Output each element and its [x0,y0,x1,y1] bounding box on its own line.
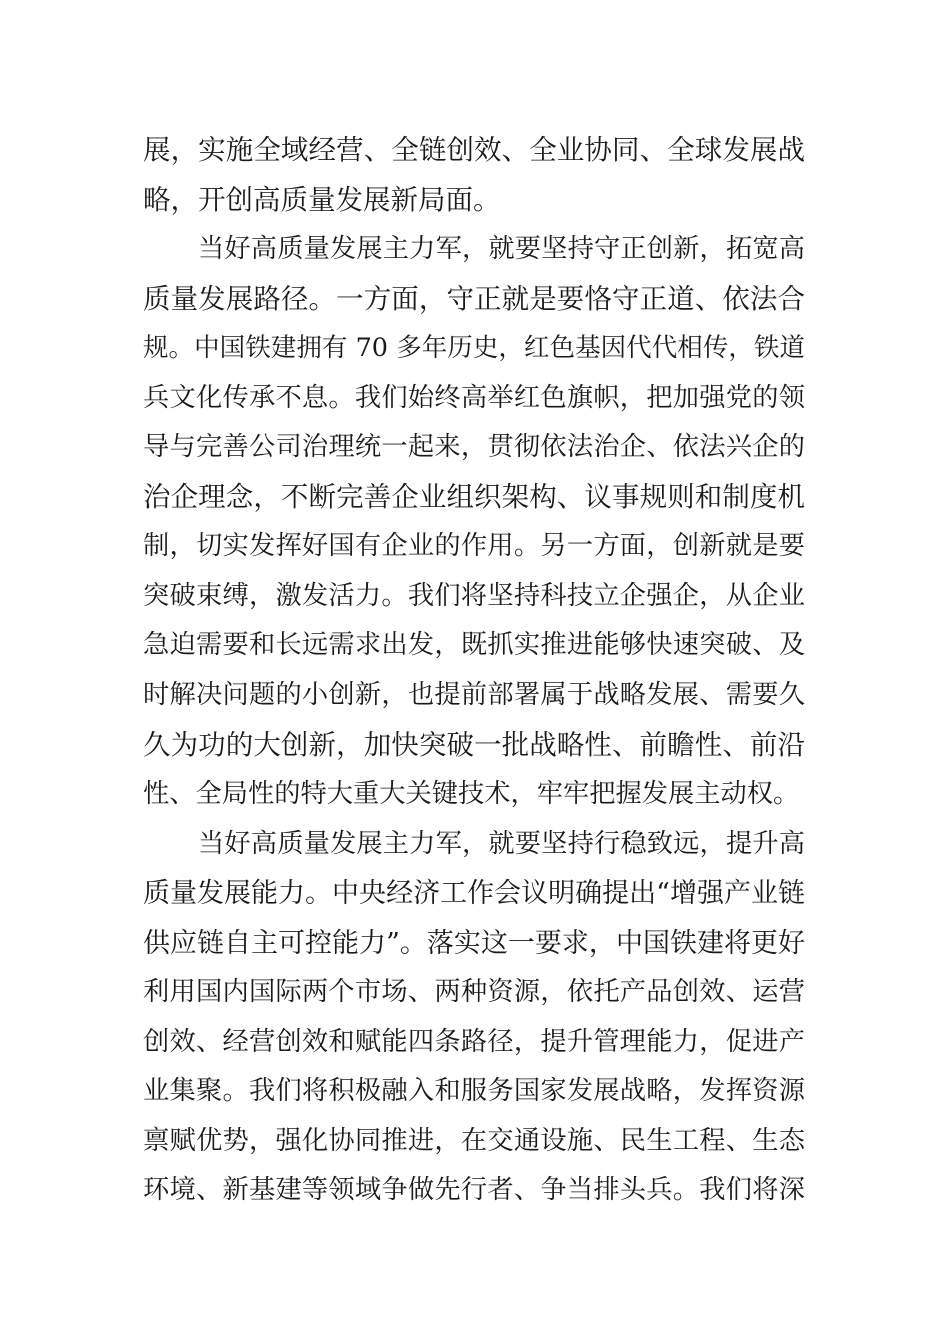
text-line: 久为功的大创新，加快突破一批战略性、前瞻性、前沿 [143,728,805,761]
text-line: 质量发展路径。一方面，守正就是要恪守正道、依法合 [143,282,805,315]
text-line: 供应链自主可控能力”。落实这一要求，中国铁建将更好 [143,927,805,959]
text-line: 创效、经营创效和赋能四条路径，提升管理能力，促进产 [143,1026,805,1057]
text-line: 略，开创高质量发展新局面。 [143,183,501,216]
text-line: 展，实施全域经营、全链创效、全业协同、全球发展战 [143,134,805,166]
text-line: 利用国内国际两个市场、两种资源，依托产品创效、运营 [143,977,805,1008]
text-line: 规。中国铁建拥有 70 多年历史，红色基因代代相传，铁道 [143,333,805,364]
text-line: 治企理念，不断完善企业组织架构、议事规则和制度机 [143,480,805,513]
document-body [143,126,805,1216]
text-line: 兵文化传承不息。我们始终高举红色旗帜，把加强党的领 [143,382,805,413]
text-line: 业集聚。我们将积极融入和服务国家发展战略，发挥资源 [143,1076,805,1107]
text-line: 时解决问题的小创新，也提前部署属于战略发展、需要久 [143,680,805,711]
text-line: 环境、新基建等领域争做先行者、争当排头兵。我们将深 [143,1175,805,1206]
text-line: 突破束缚，激发活力。我们将坚持科技立企强企，从企业 [143,580,805,611]
text-line: 禀赋优势，强化协同推进，在交通设施、民生工程、生态 [143,1125,805,1156]
paragraph-first-line: 当好高质量发展主力军，就要坚持守正创新，拓宽高 [198,234,805,265]
text-line: 急迫需要和长远需求出发，既抓实推进能够快速突破、及 [143,630,805,661]
text-line: 制，切实发挥好国有企业的作用。另一方面，创新就是要 [143,531,805,562]
text-line: 性、全局性的特大重大关键技术，牢牢把握发展主动权。 [143,779,800,810]
text-line: 导与完善公司治理统一起来，贯彻依法治企、依法兴企的 [143,432,805,463]
text-line: 质量发展能力。中央经济工作会议明确提出“增强产业链 [143,878,805,910]
paragraph-first-line: 当好高质量发展主力军，就要坚持行稳致远，提升高 [198,828,805,859]
